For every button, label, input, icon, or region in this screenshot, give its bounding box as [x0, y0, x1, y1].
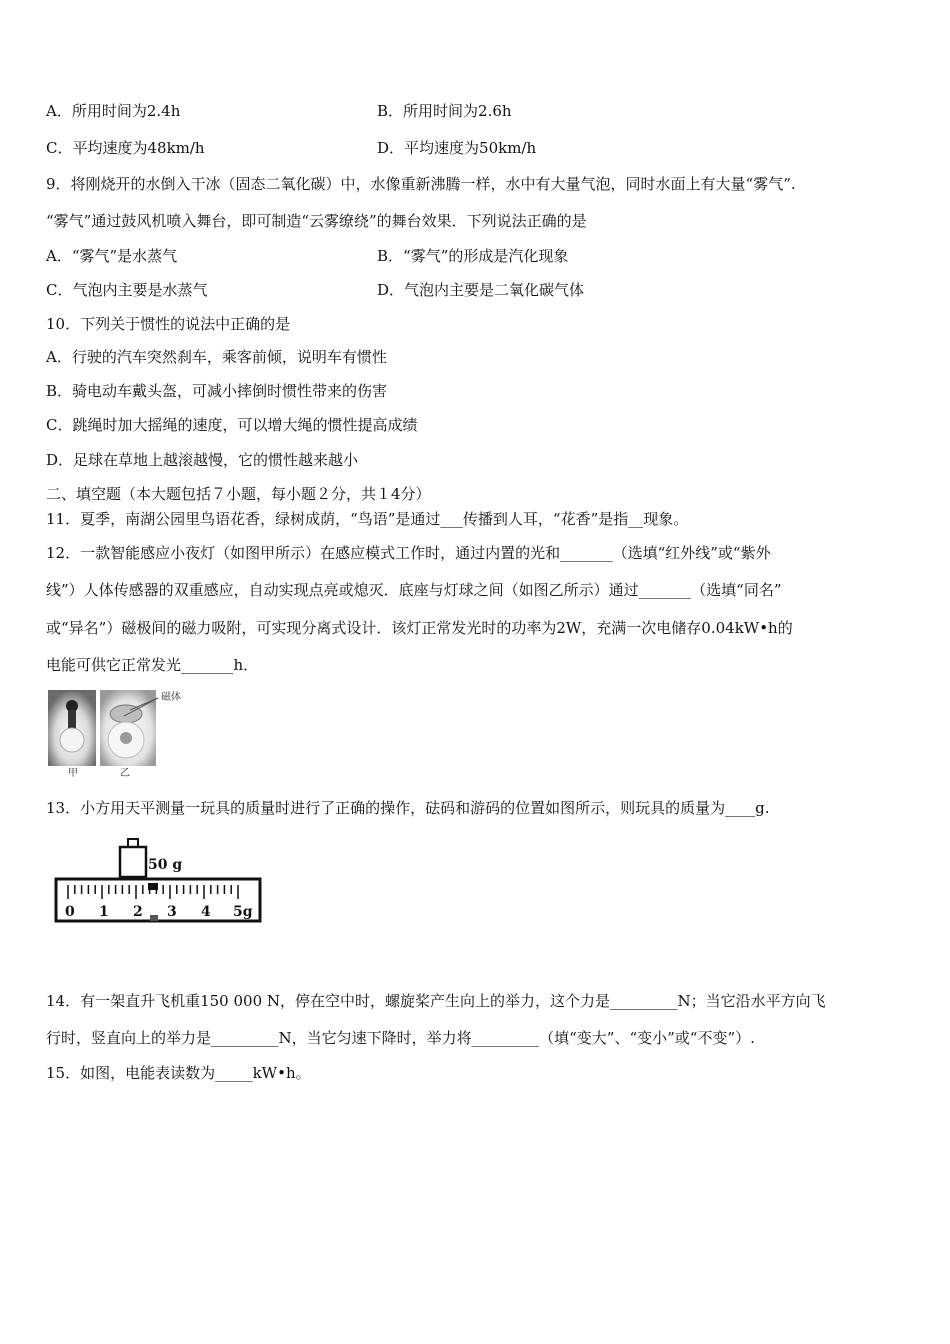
q8-option-b: B．所用时间为2.6h [377, 102, 512, 120]
label-magnet: 磁体 [161, 692, 181, 703]
q11-text: 11．夏季，南湖公园里鸟语花香，绿树成荫，“鸟语”是通过___传播到人耳，“花香”是指__现象。 [46, 510, 689, 528]
q14-line2: 行时，竖直向上的举力是_________N，当它匀速下降时，举力将_________（填“变大”、“变小”或“不变”）. [46, 1029, 755, 1047]
scale-label-5g: 5g [233, 904, 253, 920]
q15-text: 15．如图，电能表读数为_____kW•h。 [46, 1064, 311, 1082]
night-lamp-figure [46, 688, 196, 778]
q12-line1: 12．一款智能感应小夜灯（如图甲所示）在感应模式工作时，通过内置的光和_______（选填“红外线”或“紫外 [46, 544, 771, 562]
q9-stem-line2: “雾气”通过鼓风机喷入舞台，即可制造“云雾缭绕”的舞台效果．下列说法正确的是 [46, 212, 587, 230]
scale-label-3: 3 [167, 904, 177, 920]
q10-stem: 10．下列关于惯性的说法中正确的是 [46, 315, 291, 333]
q12-line4: 电能可供它正常发光_______h． [46, 656, 259, 674]
q12-line3: 或“异名”）磁极间的磁力吸附，可实现分离式设计．该灯正常发光时的功率为2W，充满一次电储存0.04kW•h的 [46, 619, 793, 637]
section-title-fill-blank: 二、填空题（本大题包括７小题，每小题２分，共１4分） [46, 485, 431, 503]
rider-base [150, 915, 158, 921]
q10-option-d: D．足球在草地上越滚越慢，它的惯性越来越小 [46, 451, 359, 469]
label-jia: 甲 [68, 768, 78, 778]
q10-option-a: A．行驶的汽车突然刹车，乘客前倾，说明车有惯性 [46, 348, 387, 366]
q14-line1: 14．有一架直升飞机重150 000 N，停在空中时，螺旋桨产生向上的举力，这个力是_________N；当它沿水平方向飞 [46, 992, 826, 1010]
q9-option-d: D．气泡内主要是二氧化碳气体 [377, 281, 585, 299]
q9-option-c: C．气泡内主要是水蒸气 [46, 281, 208, 299]
balance-scale-figure [54, 835, 264, 927]
label-yi: 乙 [120, 768, 130, 778]
q8-option-a: A．所用时间为2.4h [46, 102, 181, 120]
weight-50g [120, 839, 182, 877]
scale-label-4: 4 [201, 904, 211, 920]
q8-option-c: C．平均速度为48km/h [46, 139, 205, 157]
q13-text: 13．小方用天平测量一玩具的质量时进行了正确的操作，砝码和游码的位置如图所示，则玩具的质量为____g. [46, 799, 770, 817]
q10-option-c: C．跳绳时加大摇绳的速度，可以增大绳的惯性提高成绩 [46, 416, 418, 434]
q9-option-b: B．“雾气”的形成是汽化现象 [377, 247, 569, 265]
q9-option-a: A．“雾气”是水蒸气 [46, 247, 178, 265]
scale-label-1: 1 [99, 904, 109, 920]
weight-label: 50 g [148, 857, 183, 873]
q10-option-b: B．骑电动车戴头盔，可减小摔倒时惯性带来的伤害 [46, 382, 388, 400]
q9-stem-line1: 9．将刚烧开的水倒入干冰（固态二氧化碳）中，水像重新沸腾一样，水中有大量气泡，同时水面上有大量“雾气”. [46, 175, 796, 193]
q12-line2: 线”）人体传感器的双重感应，自动实现点亮或熄灭．底座与灯球之间（如图乙所示）通过_______（选填“同名” [46, 581, 782, 599]
rider-marker [148, 883, 158, 890]
q8-option-d: D．平均速度为50km/h [377, 139, 537, 157]
scale-label-0: 0 [65, 904, 75, 920]
scale-label-2: 2 [133, 904, 143, 920]
